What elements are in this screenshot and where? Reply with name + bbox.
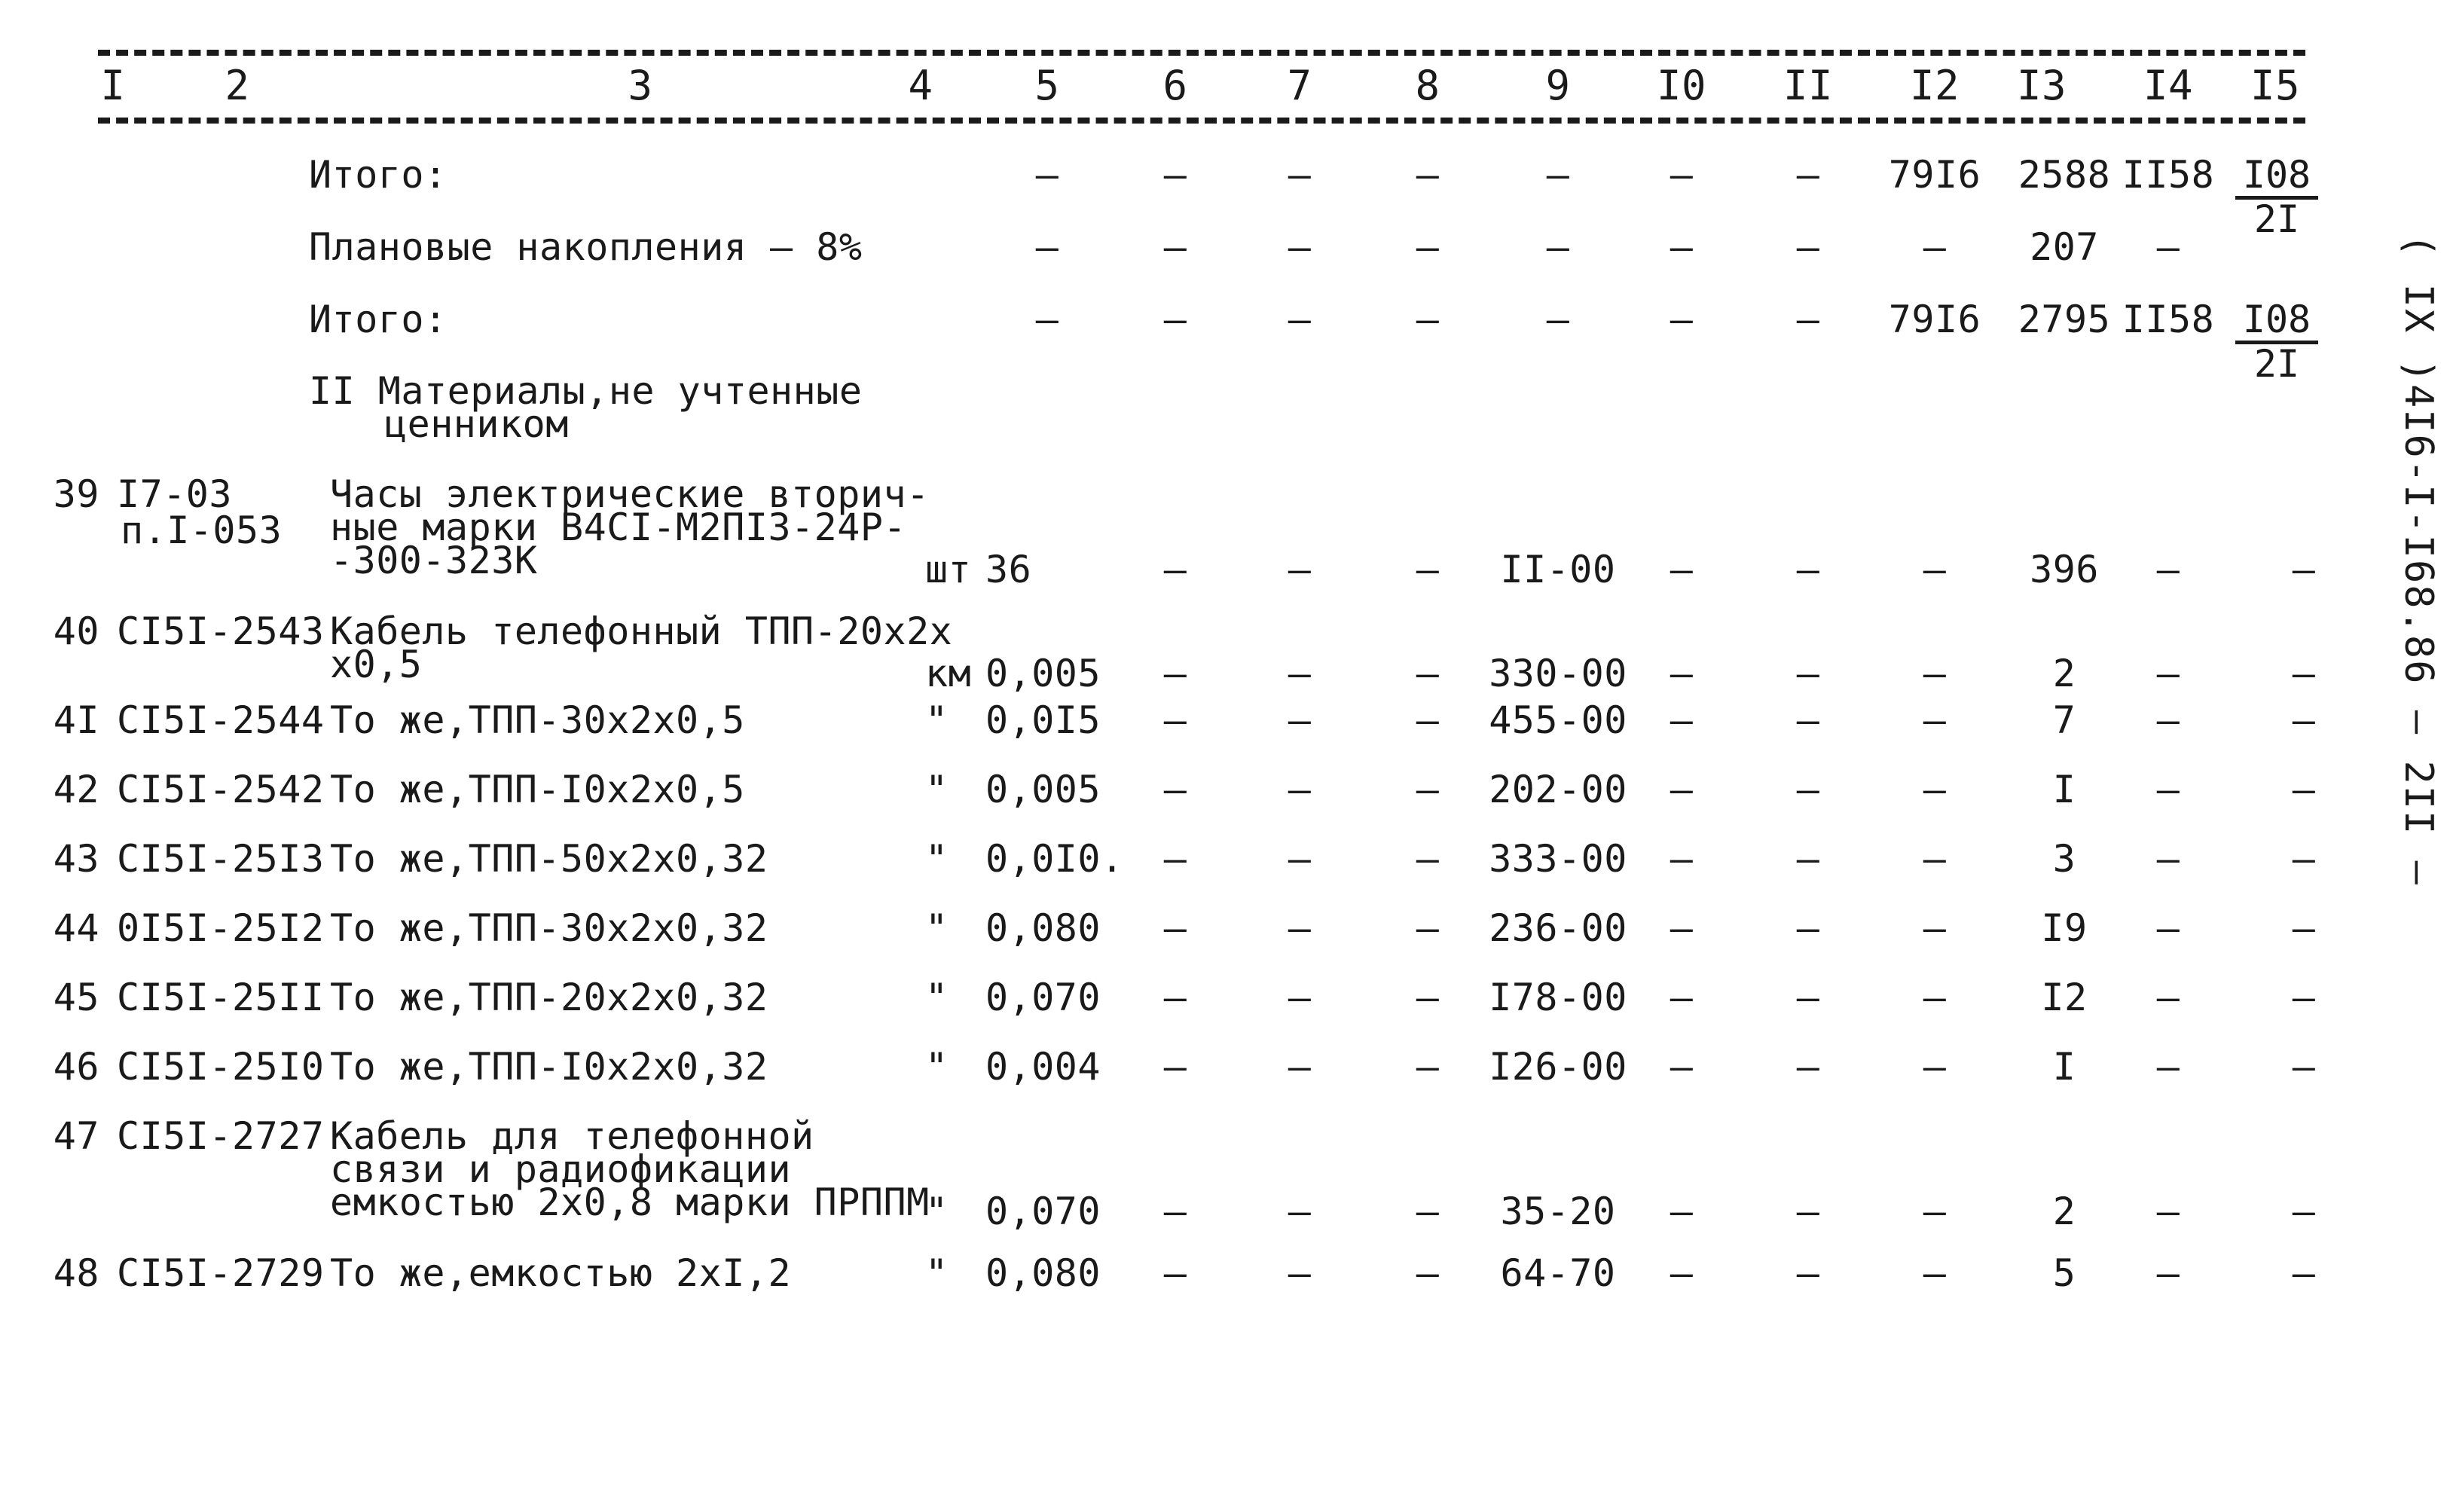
table-row-cell-c7: – (1288, 1251, 1312, 1295)
table-row-name-line: То же,емкостью 2хI,2 (330, 1251, 792, 1295)
summary-cell-c6: – (1163, 298, 1187, 341)
column-header-7: 7 (1287, 62, 1312, 109)
table-row-cell-c14: – (2156, 652, 2180, 695)
table-row-name-line: То же,ТПП-30х2х0,5 (330, 698, 745, 742)
table-row-cell-c15: – (2292, 1045, 2316, 1089)
table-row-cell-c15: – (2292, 837, 2316, 881)
table-row-cell-c7: – (1288, 1190, 1312, 1233)
summary-cell-c8: – (1416, 298, 1440, 341)
summary-cell-c6: – (1163, 225, 1187, 269)
column-header-13: I3 (2016, 62, 2067, 109)
table-row-cell-c13: 3 (2052, 837, 2076, 881)
table-row-name-line: То же,ТПП-30х2х0,32 (330, 906, 768, 950)
table-row-cell-c12: – (1923, 1251, 1947, 1295)
column-header-11: II (1783, 62, 1834, 109)
table-row-cell-c6: – (1163, 906, 1187, 950)
table-row-number: 42 (53, 768, 99, 811)
table-row-cell-c14: – (2156, 1190, 2180, 1233)
table-row-name-line: емкостью 2х0,8 марки ПРППМ (330, 1181, 930, 1224)
column-header-6: 6 (1162, 62, 1188, 109)
table-row-number: 48 (53, 1251, 99, 1295)
table-row-name-line: То же,ТПП-50х2х0,32 (330, 837, 768, 881)
table-row-cell-c7: – (1288, 548, 1312, 591)
column-header-3: 3 (628, 62, 653, 109)
table-row-cell-c11: – (1796, 548, 1820, 591)
table-row-cell-price: II-00 (1500, 548, 1616, 591)
table-row-cell-price: 330-00 (1489, 652, 1627, 695)
table-row-cell-c15: – (2292, 768, 2316, 811)
table-row-cell-c6: – (1163, 976, 1187, 1019)
header-top-rule (98, 50, 2305, 56)
table-row-cell-c7: – (1288, 698, 1312, 742)
table-row-cell-c15: – (2292, 652, 2316, 695)
table-row-number: 47 (53, 1114, 99, 1158)
table-row-number: 45 (53, 976, 99, 1019)
table-row-cell-price: 333-00 (1489, 837, 1627, 881)
table-row-cell-c6: – (1163, 1251, 1187, 1295)
section-title-line-1: II Материалы,не учтенные (309, 369, 863, 413)
table-row-unit: " (925, 768, 949, 811)
summary-cell-c12: – (1923, 225, 1947, 269)
table-row-cell-c8: – (1416, 548, 1440, 591)
table-row-cell-c11: – (1796, 906, 1820, 950)
table-row-cell-c7: – (1288, 976, 1312, 1019)
table-row-cell-price: 64-70 (1500, 1251, 1616, 1295)
table-row-cell-c7: – (1288, 652, 1312, 695)
summary-cell-c11: – (1796, 153, 1820, 197)
summary-cell-c8: – (1416, 153, 1440, 197)
table-row-cell-c15: – (2292, 548, 2316, 591)
summary-cell-c12: 79I6 (1888, 298, 1981, 341)
table-row-cell-price: 455-00 (1489, 698, 1627, 742)
table-row-name-line: -300-323К (330, 539, 538, 582)
column-header-8: 8 (1415, 62, 1440, 109)
table-row-cell-c12: – (1923, 768, 1947, 811)
table-row-cell-c10: – (1670, 652, 1694, 695)
table-row-cell-c12: – (1923, 652, 1947, 695)
summary-cell-c10: – (1670, 298, 1694, 341)
table-row-cell-c12: – (1923, 698, 1947, 742)
table-row-cell-c12: – (1923, 837, 1947, 881)
table-row-quantity: 0,005 (985, 768, 1101, 811)
table-row-cell-price: I78-00 (1489, 976, 1627, 1019)
table-row-cell-c7: – (1288, 1045, 1312, 1089)
table-row-unit: " (925, 1251, 949, 1295)
summary-label: Плановые накопления – 8% (309, 225, 863, 269)
table-row-number: 39 (53, 472, 99, 516)
table-row-cell-c6: – (1163, 1190, 1187, 1233)
column-header-1: I (100, 62, 126, 109)
summary-cell-c10: – (1670, 225, 1694, 269)
table-row-cell-c6: – (1163, 837, 1187, 881)
summary-label: Итого: (309, 153, 448, 197)
table-row-cell-c14: – (2156, 1251, 2180, 1295)
summary-cell-c7: – (1288, 225, 1312, 269)
fraction-denominator: 2I (2253, 197, 2300, 241)
summary-cell-c8: – (1416, 225, 1440, 269)
table-row-quantity: 0,005 (985, 652, 1101, 695)
table-row-cell-c10: – (1670, 1251, 1694, 1295)
column-header-15: I5 (2250, 62, 2301, 109)
table-row-cell-c14: – (2156, 548, 2180, 591)
table-row-unit: км (925, 652, 972, 695)
header-bottom-rule (98, 118, 2305, 124)
summary-cell-c12: 79I6 (1888, 153, 1981, 197)
table-row-code: CI5I-25I0 (117, 1045, 325, 1089)
table-row-cell-c11: – (1796, 698, 1820, 742)
summary-cell-c11: – (1796, 225, 1820, 269)
table-row-code: CI5I-2542 (117, 768, 325, 811)
table-row-cell-c13: 396 (2030, 548, 2099, 591)
table-row-unit: " (925, 1190, 949, 1233)
table-row-unit: шт (925, 548, 972, 591)
summary-cell-c9: – (1546, 225, 1570, 269)
table-row-cell-c8: – (1416, 837, 1440, 881)
summary-cell-c9: – (1546, 298, 1570, 341)
table-row-cell-c10: – (1670, 548, 1694, 591)
table-row-cell-c7: – (1288, 837, 1312, 881)
table-row-cell-c10: – (1670, 906, 1694, 950)
table-row-quantity: 0,0I5 (985, 698, 1101, 742)
table-row-quantity: 36 (985, 548, 1032, 591)
table-row-cell-c15: – (2292, 1251, 2316, 1295)
table-row-cell-c13: I (2052, 1045, 2076, 1089)
table-row-code: I7-03 (117, 472, 233, 516)
table-row-cell-c7: – (1288, 906, 1312, 950)
table-row-name-line: То же,ТПП-I0х2х0,5 (330, 768, 745, 811)
summary-cell-c14: – (2156, 225, 2180, 269)
column-header-12: I2 (1909, 62, 1960, 109)
table-row-cell-c13: 2 (2052, 652, 2076, 695)
column-header-2: 2 (225, 62, 250, 109)
table-row-cell-c12: – (1923, 1190, 1947, 1233)
table-row-cell-c12: – (1923, 976, 1947, 1019)
table-row-quantity: 0,080 (985, 1251, 1101, 1295)
table-row-cell-c8: – (1416, 1045, 1440, 1089)
table-row-cell-price: 35-20 (1500, 1190, 1616, 1233)
table-row-cell-c11: – (1796, 976, 1820, 1019)
table-row-cell-price: 236-00 (1489, 906, 1627, 950)
table-row-cell-c14: – (2156, 976, 2180, 1019)
table-row-name-line: Кабель телефонный ТПП-20х2х (330, 609, 953, 653)
table-row-number: 46 (53, 1045, 99, 1089)
column-header-5: 5 (1034, 62, 1060, 109)
table-row-cell-c11: – (1796, 768, 1820, 811)
table-row-cell-c11: – (1796, 837, 1820, 881)
summary-cell-c10: – (1670, 153, 1694, 197)
table-row-cell-c14: – (2156, 768, 2180, 811)
table-row-unit: " (925, 906, 949, 950)
table-row-unit: " (925, 698, 949, 742)
table-row-name-line: То же,ТПП-20х2х0,32 (330, 976, 768, 1019)
table-row-cell-c7: – (1288, 768, 1312, 811)
table-row-cell-c14: – (2156, 1045, 2180, 1089)
side-page-reference: ( IX )4I6-I-I68.86 – 2II – (2396, 234, 2441, 886)
table-row-quantity: 0,070 (985, 976, 1101, 1019)
table-row-name-line: х0,5 (330, 643, 423, 686)
summary-cell-c7: – (1288, 298, 1312, 341)
table-row-cell-c11: – (1796, 1190, 1820, 1233)
summary-cell-c14: II58 (2122, 298, 2215, 341)
summary-cell-c6: – (1163, 153, 1187, 197)
table-row-cell-price: I26-00 (1489, 1045, 1627, 1089)
table-row-code: CI5I-2729 (117, 1251, 325, 1295)
column-header-4: 4 (908, 62, 933, 109)
summary-cell-c7: – (1288, 153, 1312, 197)
table-row-cell-c11: – (1796, 652, 1820, 695)
table-row-cell-c8: – (1416, 768, 1440, 811)
table-row-code: CI5I-2543 (117, 609, 325, 653)
table-row-code: CI5I-25I3 (117, 837, 325, 881)
table-row-cell-price: 202-00 (1489, 768, 1627, 811)
table-row-number: 4I (53, 698, 99, 742)
table-row-code: CI5I-2727 (117, 1114, 325, 1158)
table-row-cell-c13: I (2052, 768, 2076, 811)
table-row-code: CI5I-25II (117, 976, 325, 1019)
table-row-number: 40 (53, 609, 99, 653)
table-row-cell-c15: – (2292, 698, 2316, 742)
table-row-quantity: 0,070 (985, 1190, 1101, 1233)
table-row-name-line: Кабель для телефонной (330, 1114, 814, 1158)
summary-label: Итого: (309, 298, 448, 341)
summary-cell-c13: 2588 (2018, 153, 2111, 197)
table-row-unit: " (925, 976, 949, 1019)
table-row-code: 0I5I-25I2 (117, 906, 325, 950)
summary-fraction-col15 (2235, 298, 2318, 386)
column-header-14: I4 (2143, 62, 2194, 109)
table-row-cell-c6: – (1163, 768, 1187, 811)
table-row-cell-c6: – (1163, 1045, 1187, 1089)
table-row-cell-c14: – (2156, 837, 2180, 881)
table-row-cell-c13: 5 (2052, 1251, 2076, 1295)
summary-cell-c13: 2795 (2018, 298, 2111, 341)
table-row-cell-c15: – (2292, 906, 2316, 950)
summary-cell-c14: II58 (2122, 153, 2215, 197)
table-row-cell-c8: – (1416, 1190, 1440, 1233)
table-row-quantity: 0,0I0. (985, 837, 1124, 881)
table-row-cell-c8: – (1416, 698, 1440, 742)
table-row-cell-c13: I9 (2041, 906, 2088, 950)
table-row-cell-c8: – (1416, 906, 1440, 950)
table-row-quantity: 0,004 (985, 1045, 1101, 1089)
table-row-name-line: связи и радиофикации (330, 1147, 792, 1191)
table-row-unit: " (925, 837, 949, 881)
table-row-number: 44 (53, 906, 99, 950)
table-row-cell-c6: – (1163, 548, 1187, 591)
table-row-cell-c13: 2 (2052, 1190, 2076, 1233)
table-row-cell-c11: – (1796, 1251, 1820, 1295)
section-title-line-2: ценником (384, 402, 569, 446)
table-row-cell-c10: – (1670, 698, 1694, 742)
table-row-cell-c6: – (1163, 652, 1187, 695)
table-row-cell-c12: – (1923, 1045, 1947, 1089)
table-row-code: п.I-053 (121, 509, 283, 552)
table-row-cell-c15: – (2292, 1190, 2316, 1233)
table-row-unit: " (925, 1045, 949, 1089)
table-row-cell-c8: – (1416, 652, 1440, 695)
table-row-name-line: ные марки В4СI-М2ПI3-24Р- (330, 506, 907, 549)
summary-fraction-col15 (2235, 155, 2318, 239)
table-row-cell-c14: – (2156, 698, 2180, 742)
summary-cell-c5: – (1035, 298, 1059, 341)
summary-cell-c11: – (1796, 298, 1820, 341)
table-row-cell-c12: – (1923, 548, 1947, 591)
table-row-name-line: То же,ТПП-I0х2х0,32 (330, 1045, 768, 1089)
table-row-number: 43 (53, 837, 99, 881)
table-row-cell-c10: – (1670, 1045, 1694, 1089)
table-row-cell-c15: – (2292, 976, 2316, 1019)
summary-cell-c13: 207 (2030, 225, 2099, 269)
table-row-name-line: Часы электрические вторич- (330, 472, 930, 516)
column-header-9: 9 (1545, 62, 1571, 109)
summary-cell-c5: – (1035, 225, 1059, 269)
table-row-quantity: 0,080 (985, 906, 1101, 950)
table-row-cell-c10: – (1670, 976, 1694, 1019)
fraction-denominator: 2I (2253, 342, 2300, 386)
table-row-cell-c10: – (1670, 768, 1694, 811)
table-row-cell-c8: – (1416, 1251, 1440, 1295)
column-header-10: I0 (1656, 62, 1707, 109)
table-row-cell-c8: – (1416, 976, 1440, 1019)
table-row-cell-c6: – (1163, 698, 1187, 742)
fraction-numerator: I08 (2235, 155, 2318, 200)
table-row-code: CI5I-2544 (117, 698, 325, 742)
table-row-cell-c14: – (2156, 906, 2180, 950)
table-row-cell-c11: – (1796, 1045, 1820, 1089)
table-row-cell-c10: – (1670, 1190, 1694, 1233)
summary-cell-c5: – (1035, 153, 1059, 197)
fraction-numerator: I08 (2235, 300, 2318, 344)
summary-cell-c9: – (1546, 153, 1570, 197)
table-row-cell-c12: – (1923, 906, 1947, 950)
table-row-cell-c13: I2 (2041, 976, 2088, 1019)
table-row-cell-c10: – (1670, 837, 1694, 881)
table-row-cell-c13: 7 (2052, 698, 2076, 742)
